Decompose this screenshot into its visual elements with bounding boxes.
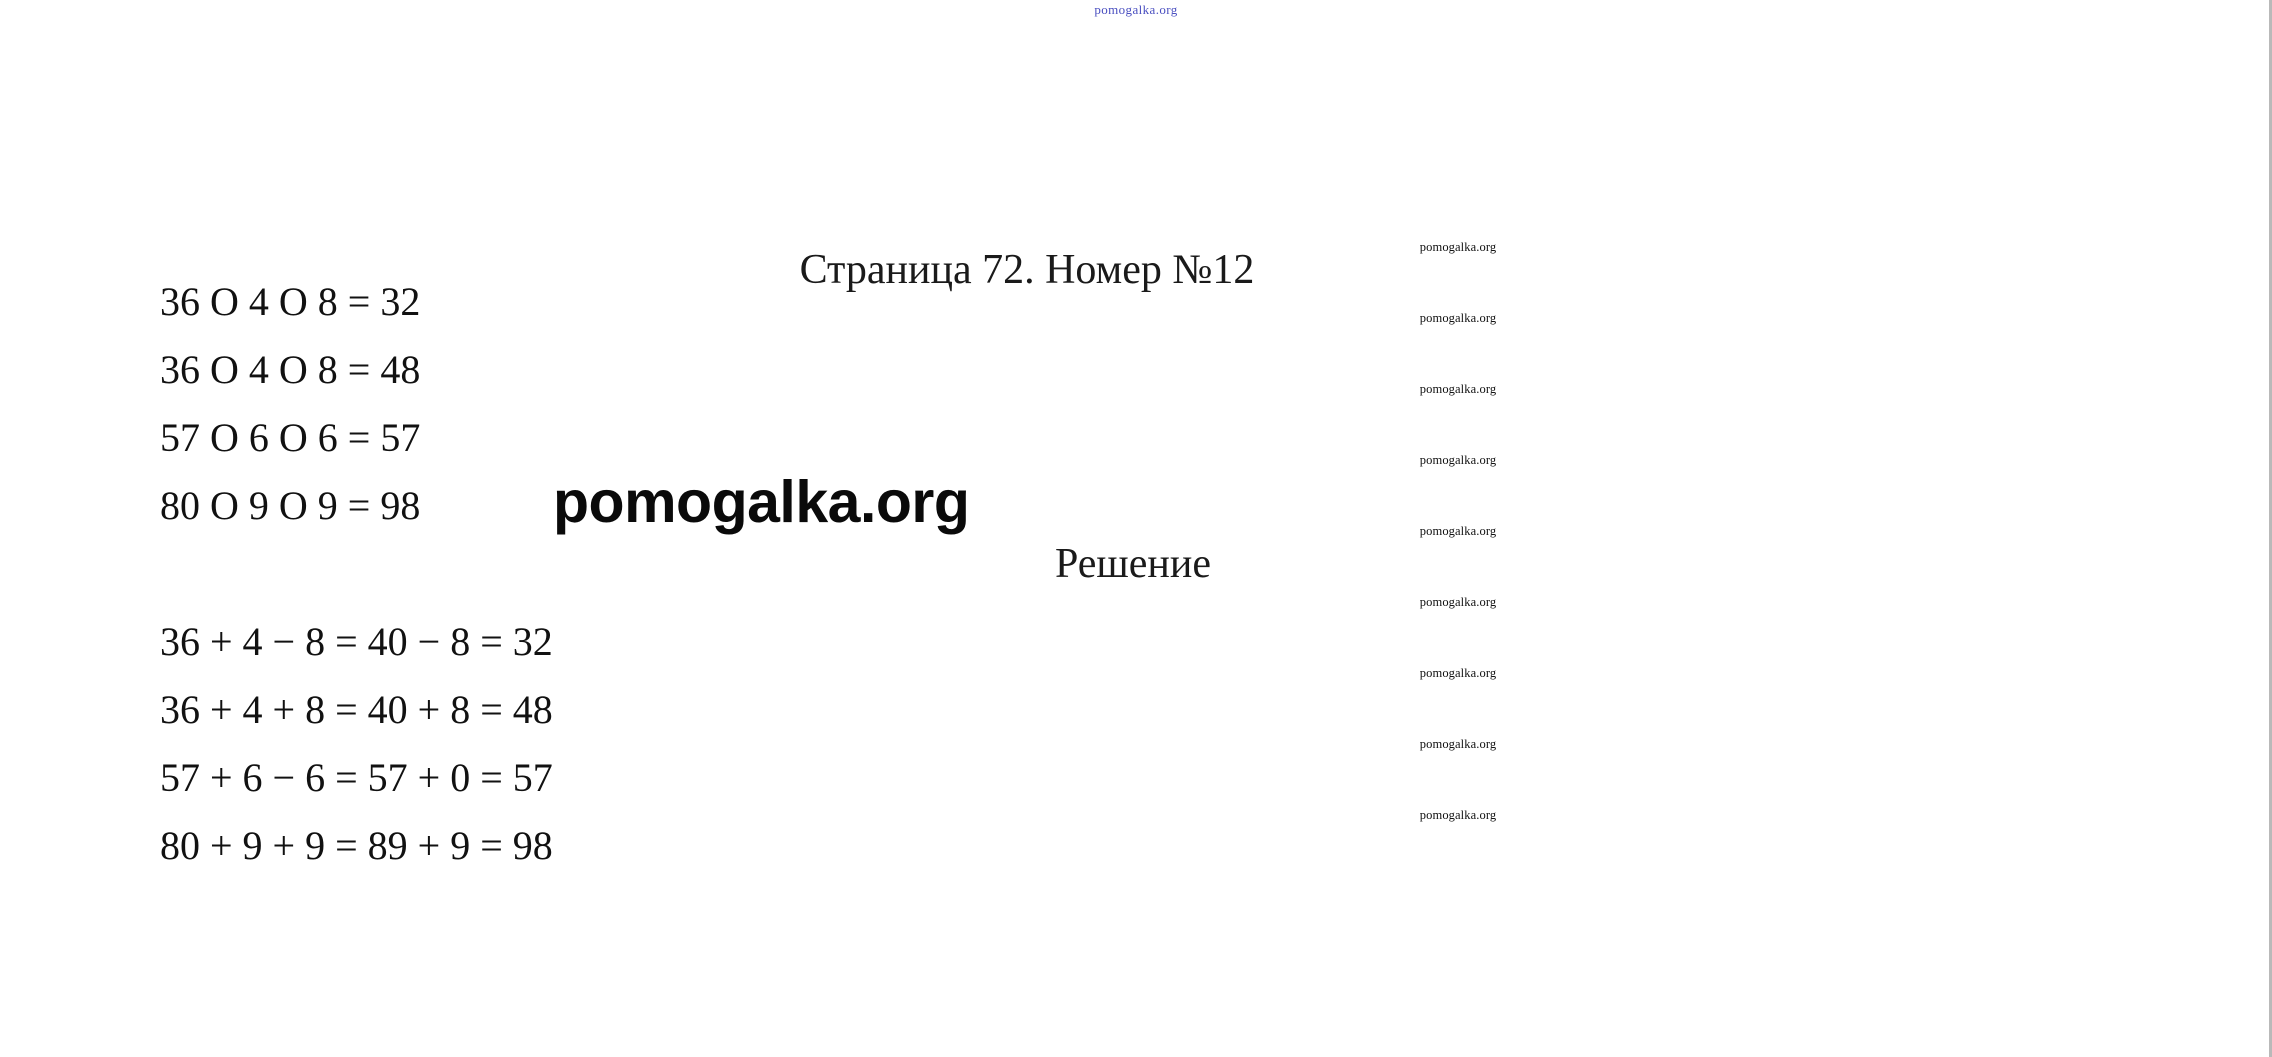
task-line: 57 O 6 O 6 = 57 [160, 415, 421, 460]
solution-lines [160, 608, 553, 880]
watermark-item: pomogalka.org [1419, 808, 1497, 822]
task-line: 80 O 9 O 9 = 98 [160, 483, 421, 528]
site-watermark-large: pomogalka.org [553, 469, 970, 535]
watermark-item: pomogalka.org [1419, 666, 1497, 680]
top-watermark-text: pomogalka.org [1094, 2, 1178, 17]
solution-line: 80 + 9 + 9 = 89 + 9 = 98 [160, 823, 553, 868]
solution-heading-text: Решение [1054, 541, 1212, 587]
solution-line: 36 + 4 + 8 = 40 + 8 = 48 [160, 687, 553, 732]
watermark-item: pomogalka.org [1419, 453, 1497, 467]
task-line: 36 O 4 O 8 = 48 [160, 347, 421, 392]
solution-heading [0, 540, 2272, 588]
solution-line: 57 + 6 − 6 = 57 + 0 = 57 [160, 755, 553, 800]
watermark-item: pomogalka.org [1419, 524, 1497, 538]
page-title-text: Страница 72. Номер №12 [799, 247, 1255, 293]
watermark-item: pomogalka.org [1419, 311, 1497, 325]
watermark-item: pomogalka.org [1419, 737, 1497, 751]
watermark-item: pomogalka.org [1419, 595, 1497, 609]
task-line: 36 O 4 O 8 = 32 [160, 279, 421, 324]
watermark-item: pomogalka.org [1419, 240, 1497, 254]
watermark-column [1358, 240, 1558, 879]
task-lines [160, 268, 420, 540]
solution-line: 36 + 4 − 8 = 40 − 8 = 32 [160, 619, 553, 664]
watermark-item: pomogalka.org [1419, 382, 1497, 396]
